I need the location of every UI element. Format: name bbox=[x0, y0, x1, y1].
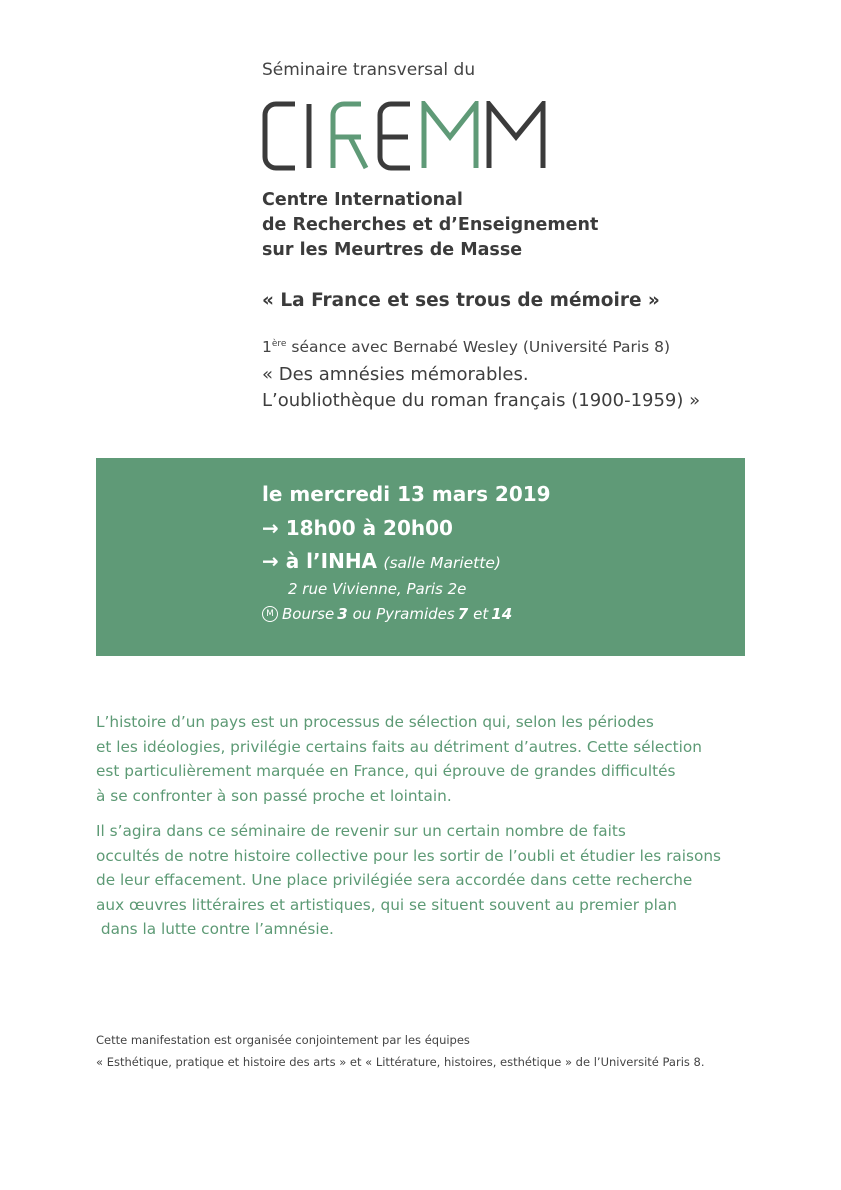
paragraph-line: Il s’agira dans ce séminaire de revenir sur un certain nombre de faits bbox=[96, 822, 626, 840]
paragraph-line: occultés de notre histoire collective pour les sortir de l’oubli et étudier les raisons bbox=[96, 846, 721, 865]
description-paragraph-2 bbox=[96, 819, 736, 942]
talk-line-2: L’oubliothèque du roman français (1900-1959) » bbox=[262, 390, 701, 411]
paragraph-line: est particulièrement marquée en France, qui éprouve de grandes difficultés bbox=[96, 762, 676, 780]
paragraph-line: de leur effacement. Une place privilégiée sera accordée dans cette recherche bbox=[96, 871, 693, 889]
organization-name bbox=[262, 188, 598, 263]
ciremm-logo bbox=[262, 101, 558, 171]
footnote-line-1: Cette manifestation est organisée conjointement par les équipes bbox=[96, 1033, 470, 1047]
metro-line-14: 14 bbox=[491, 605, 513, 623]
metro-icon: M bbox=[262, 606, 278, 622]
talk-title bbox=[262, 362, 700, 414]
event-info-band bbox=[96, 458, 745, 656]
paragraph-line: et les idéologies, privilégie certains faits au détriment d’autres. Cette sélection bbox=[96, 737, 702, 756]
metro-line-7: 7 bbox=[457, 605, 469, 623]
event-venue bbox=[262, 549, 501, 573]
event-date: le mercredi 13 mars 2019 bbox=[262, 482, 551, 506]
event-address: 2 rue Vivienne, Paris 2e bbox=[288, 580, 467, 598]
metro-info bbox=[262, 605, 517, 623]
seminar-title: « La France et ses trous de mémoire » bbox=[262, 290, 660, 311]
paragraph-line: aux œuvres littéraires et artistiques, qui se situent souvent au premier plan bbox=[96, 895, 677, 914]
metro-station-pyramides: ou Pyramides bbox=[352, 605, 455, 623]
session-suffix: ère bbox=[271, 339, 287, 349]
session-info bbox=[262, 338, 670, 356]
org-line-1: Centre International bbox=[262, 190, 463, 210]
paragraph-line: à se confronter à son passé proche et lointain. bbox=[96, 786, 452, 805]
description-paragraph-1 bbox=[96, 710, 736, 808]
paragraph-line: dans la lutte contre l’amnésie. bbox=[96, 920, 334, 938]
session-number: 1 bbox=[262, 338, 272, 356]
metro-station-bourse: Bourse bbox=[282, 605, 335, 623]
org-line-3: sur les Meurtres de Masse bbox=[262, 240, 523, 260]
org-line-2: de Recherches et d’Enseignement bbox=[262, 215, 599, 235]
paragraph-line: L’histoire d’un pays est un processus de sélection qui, selon les périodes bbox=[96, 713, 654, 731]
event-time: → 18h00 à 20h00 bbox=[262, 516, 453, 540]
footnote-line-2: « Esthétique, pratique et histoire des arts » et « Littérature, histoires, esthétique » de l’Université Paris 8. bbox=[96, 1055, 705, 1069]
metro-and: et bbox=[473, 605, 489, 623]
eyebrow-text: Séminaire transversal du bbox=[262, 60, 476, 80]
session-speaker: séance avec Bernabé Wesley (Université Paris 8) bbox=[286, 338, 671, 356]
venue-room: (salle Mariette) bbox=[383, 554, 501, 572]
metro-line-3: 3 bbox=[337, 605, 348, 623]
organizers-footnote bbox=[96, 1029, 705, 1073]
talk-line-1: « Des amnésies mémorables. bbox=[262, 364, 529, 385]
venue-name: → à l’INHA bbox=[262, 549, 378, 573]
